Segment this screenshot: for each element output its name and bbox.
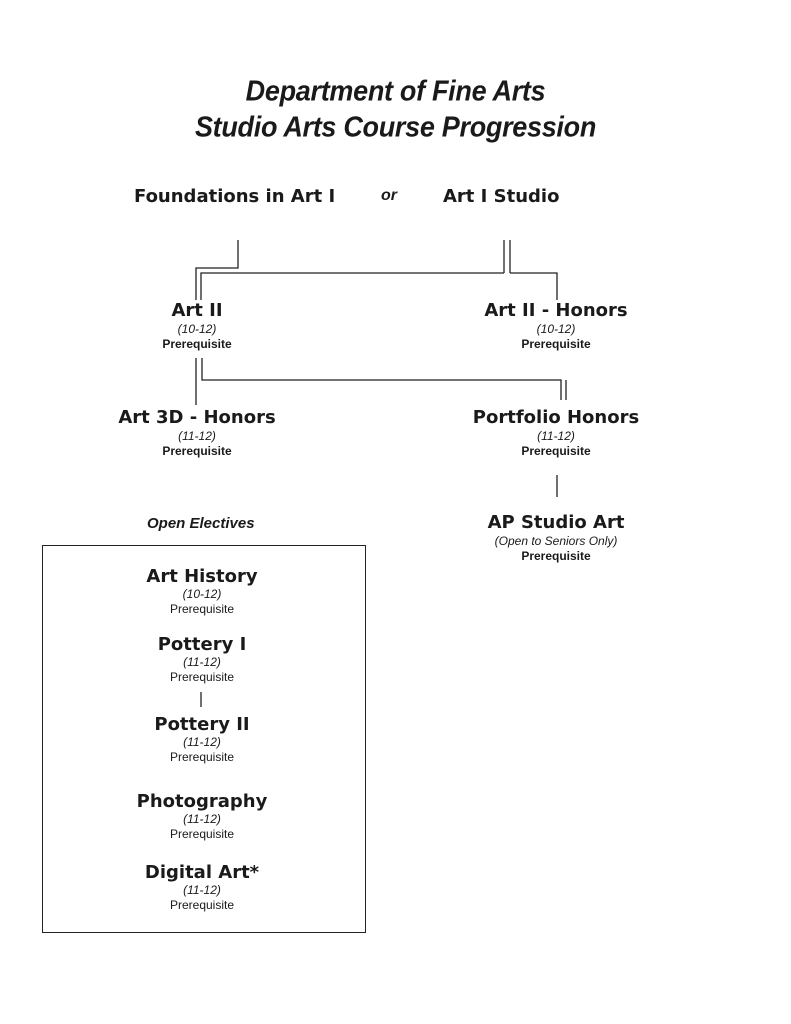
course-prereq: Prerequisite — [169, 827, 235, 841]
elective-digital-art — [42, 862, 362, 913]
course-grade: (11-12) — [178, 429, 216, 443]
course-prereq: Prerequisite — [162, 444, 232, 458]
course-grade: (11-12) — [183, 883, 221, 897]
course-name: Art II - Honors — [484, 300, 628, 321]
course-art-3d-honors — [67, 407, 327, 459]
course-prereq: Prerequisite — [521, 444, 591, 458]
course-art-1-studio: Art I Studio — [443, 186, 560, 207]
elective-art-history — [42, 566, 362, 617]
course-art-2 — [67, 300, 327, 352]
connector-studio-to-art2 — [201, 273, 504, 300]
course-name: Art II — [171, 300, 223, 321]
course-grade: (11-12) — [183, 735, 221, 749]
elective-pottery-1 — [42, 634, 362, 685]
course-name: AP Studio Art — [487, 512, 625, 533]
course-prereq: Prerequisite — [169, 602, 235, 616]
course-portfolio-honors — [426, 407, 686, 459]
course-name: Portfolio Honors — [472, 407, 640, 428]
course-grade: (10-12) — [536, 322, 576, 336]
course-name: Digital Art* — [144, 862, 260, 883]
course-name: Pottery II — [154, 714, 250, 735]
open-electives-label: Open Electives — [147, 515, 255, 532]
course-foundations-in-art-1: Foundations in Art I — [134, 186, 336, 207]
course-art-2-honors — [426, 300, 686, 352]
course-grade: (10-12) — [182, 587, 222, 601]
course-prereq: Prerequisite — [521, 337, 591, 351]
course-name: Photography — [136, 791, 268, 812]
connector-studio-to-art2-honors — [510, 273, 557, 300]
course-grade: (10-12) — [177, 322, 217, 336]
course-prereq: Prerequisite — [521, 549, 591, 563]
course-grade: (11-12) — [537, 429, 575, 443]
elective-pottery-2 — [42, 714, 362, 765]
course-prereq: Prerequisite — [162, 337, 232, 351]
course-ap-studio-art — [426, 512, 686, 564]
course-grade: (Open to Seniors Only) — [494, 534, 618, 548]
course-name: Art 3D - Honors — [118, 407, 276, 428]
connector-foundations-to-art2 — [196, 240, 238, 300]
course-name: Art History — [146, 566, 258, 587]
connector-art2-to-portfolio — [202, 358, 561, 400]
page-title-line-2: Studio Arts Course Progression — [194, 111, 597, 143]
course-grade: (11-12) — [183, 812, 221, 826]
page-title-line-1: Department of Fine Arts — [245, 75, 546, 107]
course-prereq: Prerequisite — [169, 750, 235, 764]
elective-photography — [42, 791, 362, 842]
course-name: Pottery I — [157, 634, 247, 655]
or-label: or — [381, 187, 397, 204]
course-prereq: Prerequisite — [169, 898, 235, 912]
course-prereq: Prerequisite — [169, 670, 235, 684]
course-grade: (11-12) — [183, 655, 221, 669]
